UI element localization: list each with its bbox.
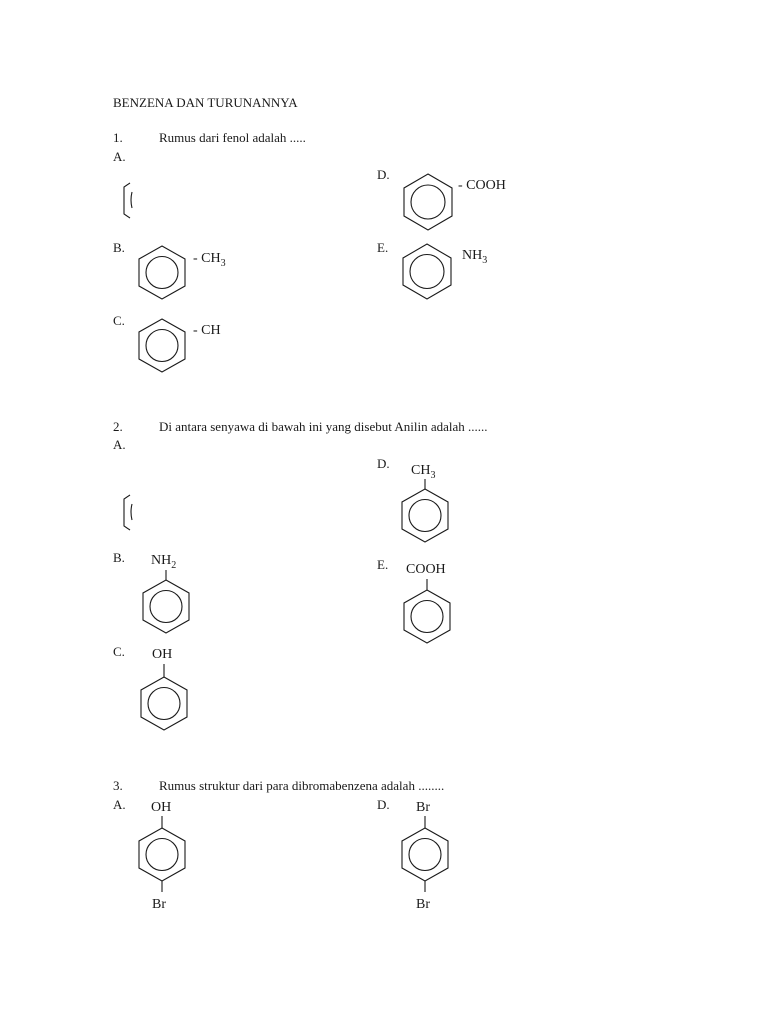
q2-option-a-label: A.	[113, 437, 126, 452]
q2-option-e-label: E.	[377, 557, 389, 572]
q1-option-c-label: C.	[113, 313, 125, 328]
question-1-number: 1.	[113, 130, 123, 145]
q1-option-a-label: A.	[113, 149, 126, 164]
q1-option-e-structure	[400, 240, 520, 304]
q1-option-b-structure	[137, 242, 257, 306]
q3-a-bottom-substituent: Br	[152, 897, 166, 912]
q2-d-substituent: CH	[411, 463, 431, 478]
q2-c-substituent: OH	[152, 647, 173, 662]
svg-text:NH2	[151, 553, 176, 571]
q3-option-d-label: D.	[377, 797, 390, 812]
question-2-text: Di antara senyawa di bawah ini yang disebut Anilin adalah ......	[159, 419, 488, 434]
svg-text:NH3	[462, 248, 487, 266]
q2-d-subscript: 3	[430, 470, 436, 481]
q3-option-d-structure	[397, 795, 477, 917]
q1-option-a-partial-ring	[118, 178, 138, 226]
aromatic-circle	[148, 688, 180, 720]
aromatic-circle	[410, 255, 444, 289]
q2-b-subscript: 2	[171, 560, 177, 571]
q1-d-substituent: - COOH	[458, 178, 506, 193]
q3-a-top-substituent: OH	[151, 800, 172, 815]
aromatic-circle	[150, 591, 182, 623]
question-2-number: 2.	[113, 419, 123, 434]
q2-option-a-partial-ring	[118, 490, 138, 538]
q2-option-c-label: C.	[113, 644, 125, 659]
q1-e-substituent: NH	[462, 248, 483, 263]
q1-option-e-label: E.	[377, 240, 389, 255]
aromatic-circle	[146, 330, 178, 362]
q3-option-a-label: A.	[113, 797, 126, 812]
q1-option-b-label: B.	[113, 240, 125, 255]
question-3-number: 3.	[113, 778, 123, 793]
svg-text:- CH3	[193, 251, 226, 269]
aromatic-circle	[409, 500, 441, 532]
aromatic-circle	[411, 185, 445, 219]
q2-option-d-structure	[395, 456, 475, 550]
q2-b-substituent: NH	[151, 553, 172, 568]
aromatic-circle	[146, 257, 178, 289]
question-1-text: Rumus dari fenol adalah .....	[159, 130, 306, 145]
aromatic-circle	[409, 839, 441, 871]
q2-option-b-structure	[138, 545, 218, 639]
q1-option-c-structure	[137, 315, 257, 379]
q1-option-d-label: D.	[377, 167, 390, 182]
q2-option-d-label: D.	[377, 456, 390, 471]
question-3-text: Rumus struktur dari para dibromabenzena adalah ........	[159, 778, 445, 793]
aromatic-circle	[411, 601, 443, 633]
q1-e-subscript: 3	[482, 255, 488, 266]
q2-e-substituent: COOH	[406, 562, 446, 577]
page-title: BENZENA DAN TURUNANNYA	[113, 95, 298, 110]
svg-text:CH3	[411, 463, 435, 481]
q1-c-substituent: - CH	[193, 323, 221, 338]
q1-b-subscript: 3	[220, 258, 226, 269]
q3-option-a-structure	[135, 795, 215, 917]
q3-d-top-substituent: Br	[416, 800, 430, 815]
q1-option-d-structure	[400, 170, 520, 234]
q2-option-b-label: B.	[113, 550, 125, 565]
q3-d-bottom-substituent: Br	[416, 897, 430, 912]
q2-option-c-structure	[137, 642, 217, 736]
q1-b-substituent: - CH	[193, 251, 221, 266]
q2-option-e-structure	[398, 558, 478, 652]
aromatic-circle	[146, 839, 178, 871]
